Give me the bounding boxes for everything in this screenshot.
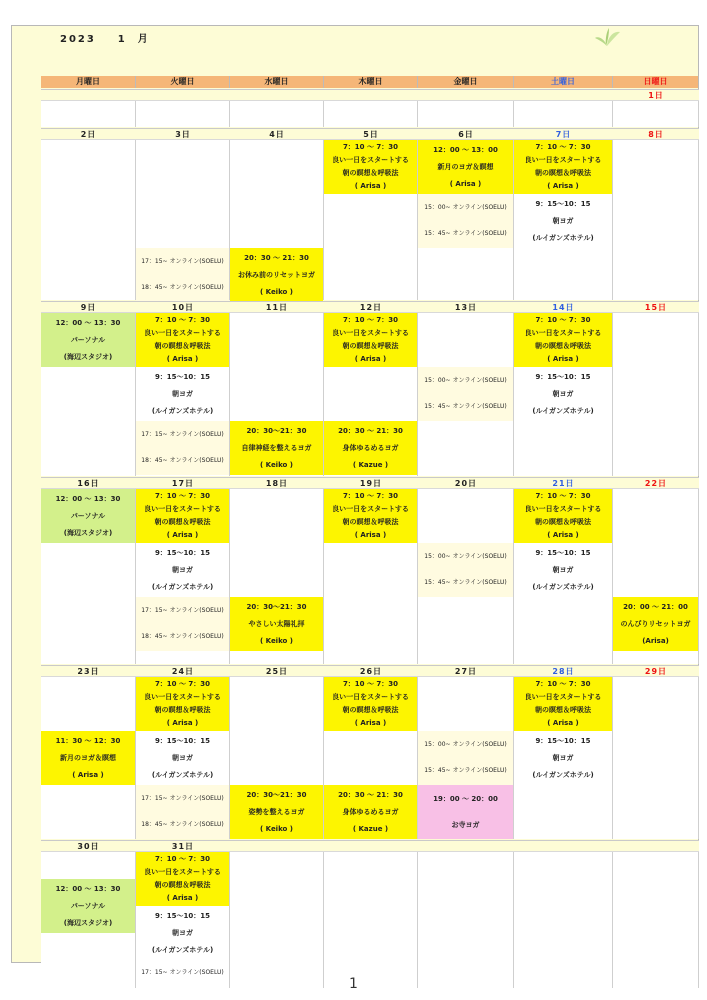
day-cell[interactable]	[418, 852, 514, 988]
date-cell: 11日	[265, 303, 289, 312]
event-text: 18：45~ オンライン(SOELU)	[141, 820, 224, 828]
date-cell: 18日	[265, 479, 289, 488]
event-text: ( Arisa )	[547, 719, 579, 728]
event-block[interactable]	[418, 731, 513, 785]
event-text: 7：10 ～ 7：30	[535, 680, 591, 689]
event-text: (ルイガンズホテル)	[151, 407, 214, 416]
event-text: 良い一日をスタートする	[524, 505, 602, 514]
event-text: 朝ヨガ	[172, 928, 193, 937]
event-block[interactable]	[514, 543, 612, 597]
event-text: 15：45~ オンライン(SOELU)	[424, 766, 507, 774]
event-block[interactable]	[324, 677, 417, 731]
event-text: 20：30～21：30	[246, 790, 307, 799]
event-text: 朝の瞑想＆呼吸法	[154, 706, 211, 715]
event-text: 11：30 ～ 12：30	[55, 736, 121, 745]
date-cell	[514, 841, 613, 852]
date-cell: 21日	[552, 479, 575, 488]
event-text: ( Arisa )	[354, 719, 387, 728]
event-text: 良い一日をスタートする	[144, 693, 221, 702]
date-cell	[514, 90, 613, 101]
event-text: 15：45~ オンライン(SOELU)	[424, 578, 507, 586]
event-text: 朝の瞑想＆呼吸法	[342, 342, 399, 351]
event-text: 朝の瞑想＆呼吸法	[535, 342, 591, 351]
date-cell: 5日	[363, 130, 379, 139]
date-cell: 24日	[171, 667, 195, 676]
event-text: ( Arisa )	[547, 182, 579, 191]
date-cell: 14日	[552, 303, 575, 312]
event-text: (Arisa)	[642, 637, 669, 646]
date-cell: 19日	[359, 479, 383, 488]
date-row	[41, 665, 699, 677]
event-text: 良い一日をスタートする	[332, 329, 409, 338]
event-text: 9：15～10：15	[154, 548, 211, 557]
event-text: 朝ヨガ	[552, 565, 574, 574]
event-text: 15：00~ オンライン(SOELU)	[424, 552, 507, 560]
event-block[interactable]	[41, 313, 135, 367]
day-cell[interactable]	[136, 101, 230, 127]
event-text: 7：10 ～ 7：30	[535, 492, 591, 501]
event-block[interactable]	[324, 489, 417, 543]
event-block[interactable]	[324, 140, 417, 194]
date-cell	[230, 90, 324, 101]
event-text: やさしい太陽礼拝	[248, 619, 305, 628]
event-text: 9：15～10：15	[535, 548, 591, 557]
date-cell: 16日	[77, 479, 100, 488]
date-cell: 17日	[171, 479, 195, 488]
event-text: ( Keiko )	[260, 288, 293, 297]
event-block[interactable]	[136, 489, 229, 543]
day-cell[interactable]	[41, 140, 136, 300]
year: 2023	[60, 34, 96, 45]
date-cell	[613, 841, 699, 852]
date-cell: 30日	[77, 842, 100, 851]
event-text: 17：15~ オンライン(SOELU)	[141, 606, 224, 614]
event-text: 朝の瞑想＆呼吸法	[342, 706, 399, 715]
event-text: 12：00 ～ 13：30	[55, 494, 121, 503]
event-block[interactable]	[230, 785, 323, 839]
event-block[interactable]	[136, 785, 229, 839]
event-text: 朝の瞑想＆呼吸法	[535, 518, 591, 527]
event-text: 18：45~ オンライン(SOELU)	[141, 283, 224, 291]
event-text: 12：00 ～ 13：00	[433, 145, 498, 154]
date-cell: 22日	[644, 479, 668, 488]
event-text: お休み前のリセットヨガ	[238, 270, 315, 279]
event-text: 朝の瞑想＆呼吸法	[535, 169, 591, 178]
event-text: (ルイガンズホテル)	[151, 946, 214, 955]
event-text: 7：10 ～ 7：30	[342, 143, 399, 152]
page-number: 1	[349, 976, 358, 992]
event-text: ( Arisa )	[354, 355, 387, 364]
event-text: のんびりリセットヨガ	[620, 619, 691, 628]
event-text: 20：30 ～ 21：30	[244, 253, 309, 262]
event-text: 朝ヨガ	[552, 753, 574, 762]
event-block[interactable]	[136, 248, 229, 302]
weekday-header: 土曜日	[514, 76, 613, 88]
event-text: 15：00~ オンライン(SOELU)	[424, 203, 507, 211]
day-cell[interactable]	[613, 677, 699, 839]
day-cell[interactable]	[514, 852, 613, 988]
date-cell	[136, 90, 230, 101]
event-text: パーソナル	[70, 335, 106, 344]
event-text: 15：45~ オンライン(SOELU)	[424, 402, 507, 410]
event-text: 7：10 ～ 7：30	[342, 316, 399, 325]
event-text: 良い一日をスタートする	[144, 868, 221, 877]
date-cell: 1日	[648, 91, 664, 100]
event-text: 19：00 ～ 20：00	[433, 794, 498, 803]
date-cell: 7日	[555, 130, 572, 139]
event-text: (ルイガンズホテル)	[151, 583, 214, 592]
event-block[interactable]	[136, 367, 229, 421]
event-text: 良い一日をスタートする	[332, 693, 409, 702]
weekday-header: 木曜日	[324, 76, 418, 88]
event-text: 良い一日をスタートする	[332, 505, 409, 514]
weekday-header: 月曜日	[41, 76, 136, 88]
date-cell	[418, 90, 514, 101]
event-block[interactable]	[230, 597, 323, 651]
event-text: 朝の瞑想＆呼吸法	[154, 342, 211, 351]
event-block[interactable]	[230, 421, 323, 475]
event-text: 9：15～10：15	[154, 736, 211, 745]
event-text: ( Arisa )	[354, 182, 387, 191]
day-cell[interactable]	[613, 313, 699, 476]
event-block[interactable]	[136, 731, 229, 785]
date-row	[41, 840, 699, 852]
event-text: ( Arisa )	[547, 531, 579, 540]
date-cell: 29日	[644, 667, 668, 676]
event-text: 朝の瞑想＆呼吸法	[342, 518, 399, 527]
event-block[interactable]	[324, 785, 417, 839]
date-cell: 27日	[454, 667, 478, 676]
event-block[interactable]	[230, 248, 323, 302]
event-text: 20：30～21：30	[246, 602, 307, 611]
calendar-title	[60, 30, 150, 45]
event-text: 20：30 ～ 21：30	[338, 790, 403, 799]
event-block[interactable]	[41, 489, 135, 543]
event-text: ( Arisa )	[166, 719, 199, 728]
event-block[interactable]	[418, 367, 513, 421]
event-text: 新月のヨガ＆瞑想	[60, 753, 116, 762]
date-cell: 25日	[265, 667, 289, 676]
date-cell: 28日	[552, 667, 575, 676]
event-text: 朝ヨガ	[172, 389, 193, 398]
date-cell: 9日	[80, 303, 97, 312]
event-text: 朝ヨガ	[552, 389, 574, 398]
event-block[interactable]	[514, 731, 612, 785]
event-text: (海辺スタジオ)	[63, 529, 113, 538]
event-text: 20：00 ～ 21：00	[623, 602, 688, 611]
event-text: 良い一日をスタートする	[524, 156, 602, 165]
event-block[interactable]	[514, 194, 612, 248]
date-cell: 10日	[171, 303, 195, 312]
event-text: (ルイガンズホテル)	[532, 407, 594, 416]
event-block[interactable]	[418, 543, 513, 597]
event-text: 朝の瞑想＆呼吸法	[154, 518, 211, 527]
event-block[interactable]	[136, 597, 229, 651]
event-text: (ルイガンズホテル)	[532, 583, 594, 592]
event-text: 良い一日をスタートする	[144, 505, 221, 514]
event-text: 7：10 ～ 7：30	[535, 316, 591, 325]
date-cell	[324, 841, 418, 852]
event-text: 18：45~ オンライン(SOELU)	[141, 456, 224, 464]
event-text: 15：00~ オンライン(SOELU)	[424, 376, 507, 384]
day-cell[interactable]	[418, 101, 514, 127]
event-text: ( Arisa )	[72, 771, 104, 780]
event-block[interactable]	[136, 543, 229, 597]
event-text: 7：10 ～ 7：30	[154, 855, 211, 864]
day-cell[interactable]	[514, 101, 613, 127]
date-cell	[418, 841, 514, 852]
event-text: ( Kazue )	[352, 825, 389, 834]
event-text: (ルイガンズホテル)	[532, 771, 594, 780]
event-text: パーソナル	[70, 901, 106, 910]
event-text: 9：15～10：15	[535, 372, 591, 381]
event-block[interactable]	[136, 677, 229, 731]
day-cell[interactable]	[613, 140, 699, 300]
day-cell[interactable]	[324, 852, 418, 988]
event-text: 朝ヨガ	[172, 565, 193, 574]
event-text: 良い一日をスタートする	[524, 693, 602, 702]
date-cell: 23日	[77, 667, 100, 676]
date-cell: 13日	[454, 303, 478, 312]
event-text: 15：00~ オンライン(SOELU)	[424, 740, 507, 748]
month-unit: 月	[137, 34, 150, 45]
event-text: 朝の瞑想＆呼吸法	[535, 706, 591, 715]
date-row	[41, 128, 699, 140]
event-text: 朝ヨガ	[552, 216, 574, 225]
event-block[interactable]	[136, 421, 229, 475]
event-text: 18：45~ オンライン(SOELU)	[141, 632, 224, 640]
event-block[interactable]	[514, 313, 612, 367]
calendar-page	[11, 25, 699, 977]
event-text: 身体ゆるめるヨガ	[342, 807, 399, 816]
event-text: 良い一日をスタートする	[144, 329, 221, 338]
event-text: ( Arisa )	[547, 355, 579, 364]
event-text: (海辺スタジオ)	[63, 353, 113, 362]
event-text: 良い一日をスタートする	[524, 329, 602, 338]
event-text: 9：15～10：15	[535, 199, 591, 208]
event-block[interactable]	[514, 489, 612, 543]
event-text: 新月のヨガ＆瞑想	[437, 162, 494, 171]
event-text: 7：10 ～ 7：30	[342, 492, 399, 501]
event-text: ( Kazue )	[352, 461, 389, 470]
event-text: ( Keiko )	[260, 825, 293, 834]
event-text: 20：30～21：30	[246, 426, 307, 435]
weekday-header: 日曜日	[613, 76, 699, 88]
event-text: 17：15~ オンライン(SOELU)	[141, 969, 224, 977]
event-block[interactable]	[514, 140, 612, 194]
event-block[interactable]	[418, 785, 513, 839]
event-text: 自律神経を整えるヨガ	[241, 443, 312, 452]
date-cell: 4日	[269, 130, 285, 139]
day-cell[interactable]	[613, 852, 699, 988]
weekday-header: 水曜日	[230, 76, 324, 88]
event-block[interactable]	[136, 906, 229, 960]
event-text: 17：15~ オンライン(SOELU)	[141, 794, 224, 802]
event-text: 9：15～10：15	[154, 911, 211, 920]
date-cell: 31日	[171, 842, 195, 851]
event-text: 7：10 ～ 7：30	[154, 492, 211, 501]
event-text: 9：15～10：15	[154, 372, 211, 381]
date-cell: 26日	[359, 667, 383, 676]
event-text: 17：15~ オンライン(SOELU)	[141, 430, 224, 438]
weekday-header: 火曜日	[136, 76, 230, 88]
day-cell[interactable]	[230, 101, 324, 127]
date-row	[41, 89, 699, 101]
event-text: ( Arisa )	[449, 180, 482, 189]
leaf-icon	[592, 26, 622, 48]
event-block[interactable]	[41, 731, 135, 785]
event-block[interactable]	[514, 367, 612, 421]
event-text: 朝ヨガ	[172, 753, 193, 762]
date-cell	[230, 841, 324, 852]
event-text: 7：10 ～ 7：30	[154, 680, 211, 689]
event-block[interactable]	[613, 597, 698, 651]
event-text: 良い一日をスタートする	[332, 156, 409, 165]
event-text: (ルイガンズホテル)	[532, 234, 594, 243]
event-text: (ルイガンズホテル)	[151, 771, 214, 780]
event-text: 身体ゆるめるヨガ	[342, 443, 399, 452]
event-block[interactable]	[41, 879, 135, 933]
date-cell: 20日	[454, 479, 478, 488]
event-text: (海辺スタジオ)	[63, 919, 113, 928]
event-block[interactable]	[136, 852, 229, 906]
event-text: 9：15～10：15	[535, 736, 591, 745]
event-text: ( Arisa )	[166, 531, 199, 540]
weekday-header: 金曜日	[418, 76, 514, 88]
event-text: 7：10 ～ 7：30	[154, 316, 211, 325]
day-cell[interactable]	[324, 101, 418, 127]
date-cell: 12日	[359, 303, 383, 312]
date-cell: 3日	[175, 130, 191, 139]
event-text: ( Keiko )	[260, 461, 293, 470]
date-cell: 15日	[644, 303, 668, 312]
event-text: 17：15~ オンライン(SOELU)	[141, 257, 224, 265]
date-row	[41, 301, 699, 313]
event-block[interactable]	[418, 194, 513, 248]
day-cell[interactable]	[41, 101, 136, 127]
date-cell	[41, 90, 136, 101]
event-text: 朝の瞑想＆呼吸法	[154, 881, 211, 890]
event-text: お寺ヨガ	[451, 820, 480, 829]
event-text: ( Arisa )	[354, 531, 387, 540]
event-block[interactable]	[514, 677, 612, 731]
event-block[interactable]	[324, 313, 417, 367]
event-text: 15：45~ オンライン(SOELU)	[424, 229, 507, 237]
date-cell: 2日	[80, 130, 97, 139]
event-text: 20：30 ～ 21：30	[338, 426, 403, 435]
event-text: 朝の瞑想＆呼吸法	[342, 169, 399, 178]
event-text: 12：00 ～ 13：30	[55, 318, 121, 327]
event-text: 姿勢を整えるヨガ	[248, 807, 305, 816]
event-text: 12：00 ～ 13：30	[55, 884, 121, 893]
date-row	[41, 477, 699, 489]
event-block[interactable]	[136, 313, 229, 367]
date-cell: 8日	[648, 130, 664, 139]
event-text: 7：10 ～ 7：30	[342, 680, 399, 689]
event-text: ( Arisa )	[166, 894, 199, 903]
date-cell: 6日	[458, 130, 474, 139]
day-cell[interactable]	[230, 852, 324, 988]
event-text: ( Arisa )	[166, 355, 199, 364]
event-text: ( Keiko )	[260, 637, 293, 646]
day-cell[interactable]	[613, 101, 699, 127]
event-block[interactable]	[418, 140, 513, 194]
month: 1	[117, 34, 127, 45]
event-block[interactable]	[324, 421, 417, 475]
date-cell	[324, 90, 418, 101]
event-text: パーソナル	[70, 511, 106, 520]
event-text: 7：10 ～ 7：30	[535, 143, 591, 152]
